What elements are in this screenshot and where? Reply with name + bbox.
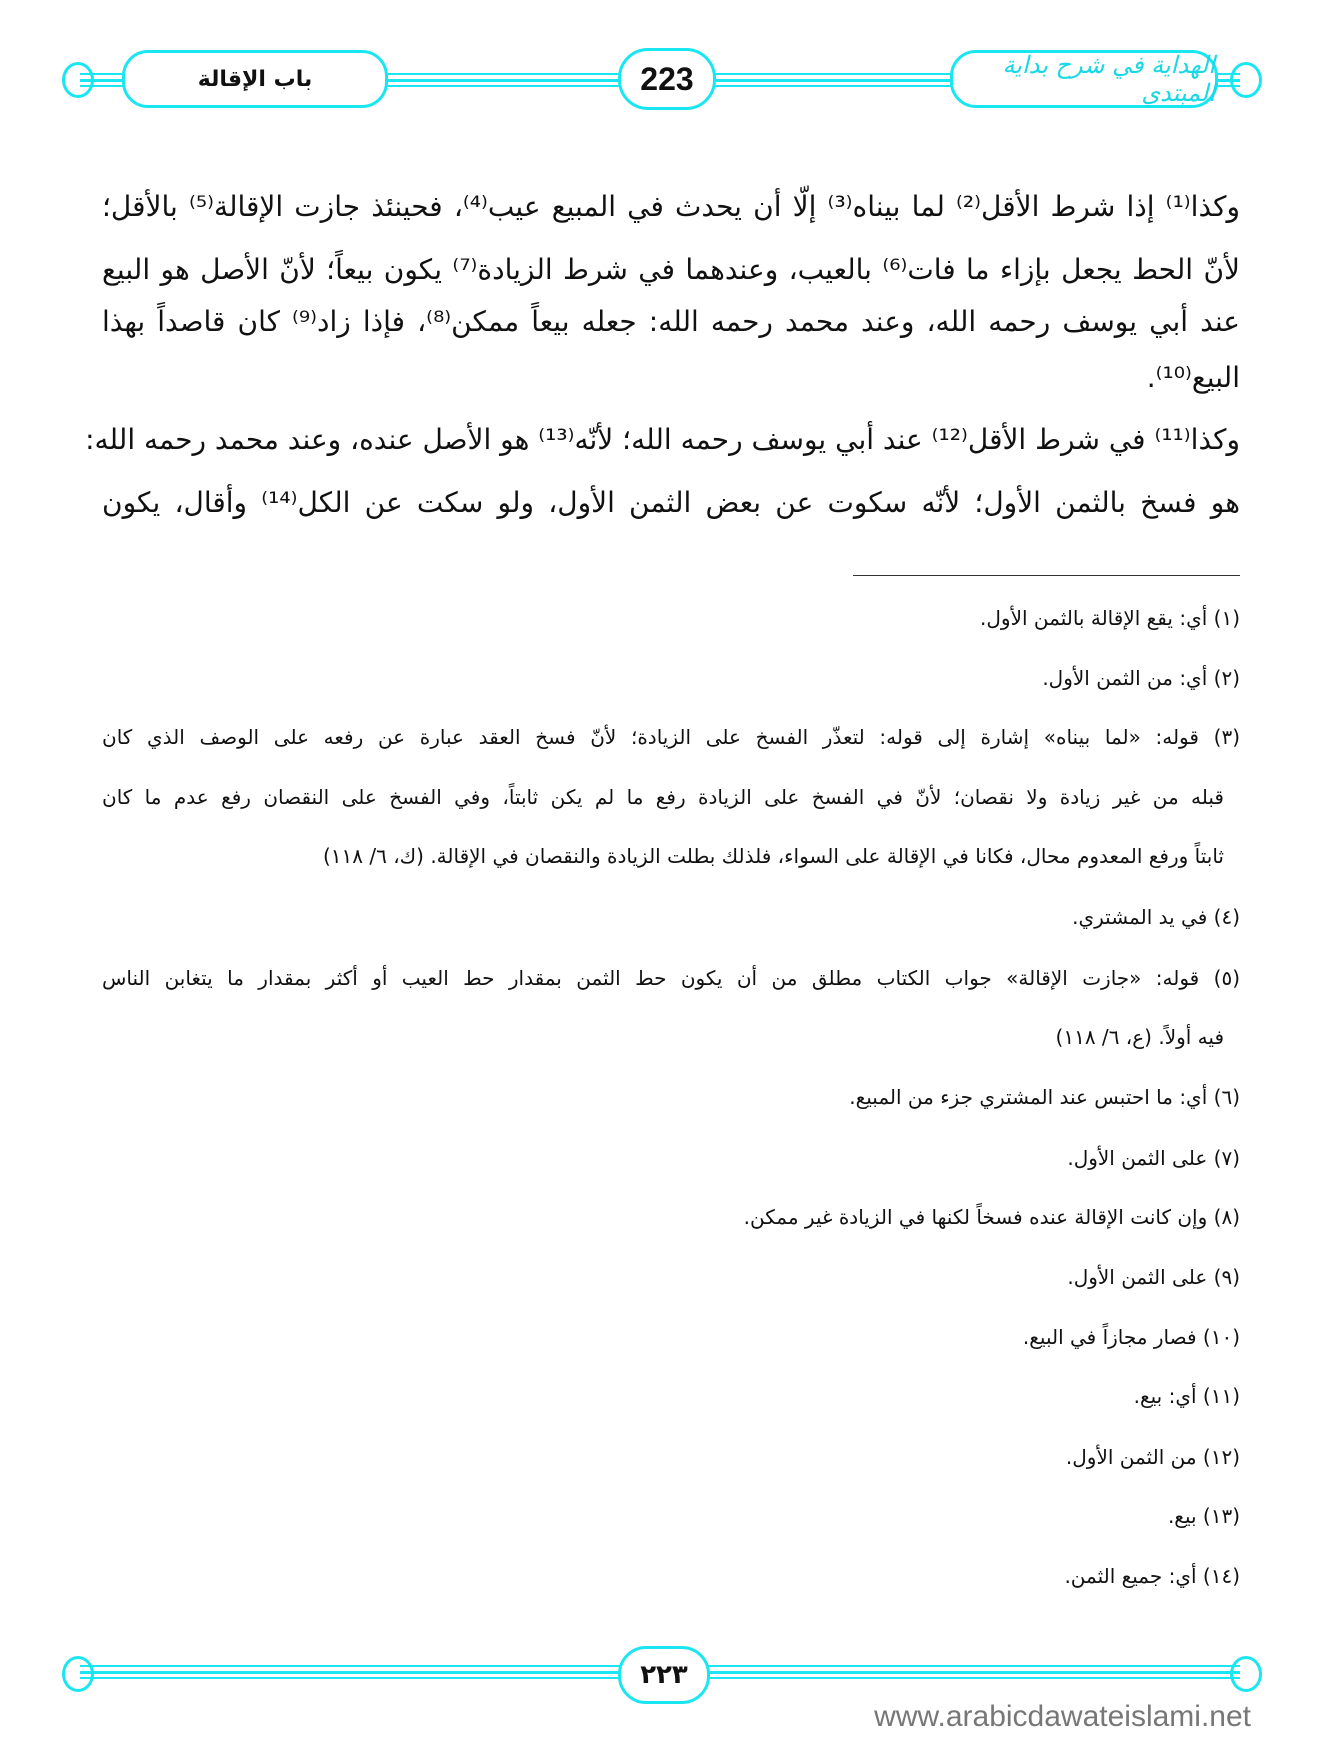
book-title-box	[950, 50, 1218, 108]
footnote-continuation: قبله من غير زيادة ولا نقصان؛ لأنّ في الفسخ على الزيادة رفع ما لم يكن ثابتاً، وفي الفسخ على النقصان رفع عدم ما كان	[102, 785, 1224, 809]
footnote: (٤) في يد المشتري.	[1072, 905, 1240, 929]
footnote: (٥) قوله: «جازت الإقالة» جواب الكتاب مطلق من أن يكون حط الثمن بمقدار حط العيب أو أكثر بمقدار ما يتغابن الناس	[102, 966, 1240, 990]
ornament-cap-left	[62, 62, 94, 98]
page-number: 223	[640, 60, 694, 97]
body-line: البيع⁽¹⁰⁾.	[1146, 361, 1240, 394]
footnote: (١٢) من الثمن الأول.	[1065, 1445, 1240, 1469]
body-line: لأنّ الحط يجعل بإزاء ما فات⁽⁶⁾ بالعيب، وعندهما في شرط الزيادة⁽⁷⁾ يكون بيعاً؛ لأنّ الأصل هو البيع	[102, 253, 1240, 286]
ornament-cap-left	[62, 1656, 94, 1692]
footnote: (٢) أي: من الثمن الأول.	[1042, 666, 1240, 690]
footnote: (٨) وإن كانت الإقالة عنده فسخاً لكنها في الزيادة غير ممكن.	[743, 1205, 1240, 1229]
body-line: عند أبي يوسف رحمه الله، وعند محمد رحمه الله: جعله بيعاً ممكن⁽⁸⁾، فإذا زاد⁽⁹⁾ كان قاصداً بهذا	[102, 305, 1240, 338]
ornament-cap-right	[1230, 1656, 1262, 1692]
ornament-cap-right	[1230, 62, 1262, 98]
footnote: (١٣) بيع.	[1167, 1504, 1240, 1528]
body-line: هو فسخ بالثمن الأول؛ لأنّه سكوت عن بعض الثمن الأول، ولو سكت عن الكل⁽¹⁴⁾ وأقال، يكون	[102, 486, 1240, 519]
book-title-logo: الهداية في شرح بداية المبتدي	[1002, 51, 1215, 107]
footnote-continuation: ثابتاً ورفع المعدوم محال، فكانا في الإقالة على السواء، فلذلك بطلت الزيادة والنقصان في الإقالة. (ك، ٦/ ١١٨)	[322, 844, 1224, 868]
page-number-box	[618, 48, 716, 110]
footnote: (١٠) فصار مجازاً في البيع.	[1022, 1325, 1240, 1349]
footnote: (٧) على الثمن الأول.	[1067, 1146, 1240, 1170]
footer-page-number: ٢٢٣	[640, 1660, 688, 1690]
footnote: (٦) أي: ما احتبس عند المشتري جزء من المبيع.	[849, 1085, 1240, 1109]
footnote: (١) أي: يقع الإقالة بالثمن الأول.	[980, 606, 1240, 630]
footnote: (١١) أي: بيع.	[1133, 1384, 1240, 1408]
chapter-title: باب الإقالة	[197, 66, 313, 92]
footnote: (١٤) أي: جميع الثمن.	[1064, 1564, 1240, 1588]
footnote: (٣) قوله: «لما بيناه» إشارة إلى قوله: لتعذّر الفسخ على الزيادة؛ لأنّ فسخ العقد عبارة عن رفعه على الوصف الذي كان	[102, 725, 1240, 749]
footer-page-number-box	[618, 1646, 710, 1704]
footnote-separator	[853, 575, 1240, 576]
footnote-continuation: فيه أولاً. (ع، ٦/ ١١٨)	[1055, 1025, 1224, 1049]
footnote: (٩) على الثمن الأول.	[1067, 1265, 1240, 1289]
body-line: وكذا⁽¹⁾ إذا شرط الأقل⁽²⁾ لما بيناه⁽³⁾ إلّا أن يحدث في المبيع عيب⁽⁴⁾، فحينئذ جازت الإقالة⁽⁵⁾ بالأقل؛	[102, 190, 1241, 223]
watermark: www.arabicdawateislami.net	[874, 1700, 1251, 1733]
chapter-title-box	[122, 50, 388, 108]
body-line: وكذا⁽¹¹⁾ في شرط الأقل⁽¹²⁾ عند أبي يوسف رحمه الله؛ لأنّه⁽¹³⁾ هو الأصل عنده، وعند محمد رحمه الله:	[85, 423, 1240, 456]
